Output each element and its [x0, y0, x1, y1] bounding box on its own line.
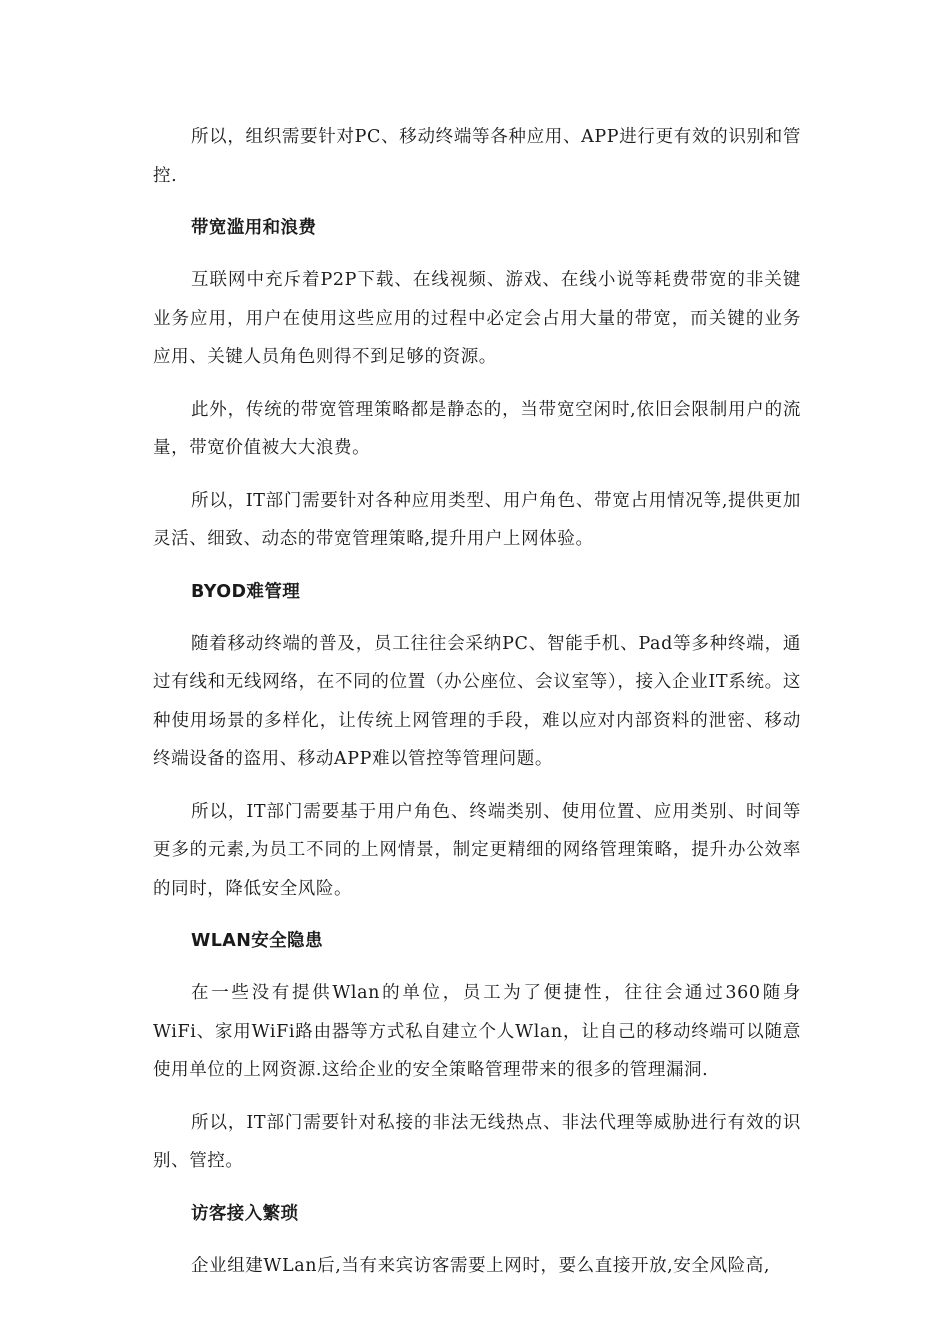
- section-heading: 访客接入繁琐: [191, 1203, 299, 1224]
- paragraph: 所以，IT部门需要基于用户角色、终端类别、使用位置、应用类别、时间等更多的元素,为员工不同的上网情景，制定更精细的网络管理策略，提升办公效率的同时，降低安全风险。: [153, 801, 801, 899]
- paragraph: 企业组建WLan后,当有来宾访客需要上网时，要么直接开放,安全风险高,: [191, 1255, 770, 1276]
- paragraph: 随着移动终端的普及，员工往往会采纳PC、智能手机、Pad等多种终端，通过有线和无线网络，在不同的位置（办公座位、会议室等），接入企业IT系统。这种使用场景的多样化，让传统上网管理的手段，难以应对内部资料的泄密、移动终端设备的盗用、移动APP难以管控等管理问题。: [153, 633, 801, 769]
- paragraph: 此外，传统的带宽管理策略都是静态的，当带宽空闲时,依旧会限制用户的流量，带宽价值被大大浪费。: [153, 399, 801, 458]
- section-heading: 带宽滥用和浪费: [191, 218, 317, 238]
- paragraph: 所以，IT部门需要针对各种应用类型、用户角色、带宽占用情况等,提供更加灵活、细致、动态的带宽管理策略,提升用户上网体验。: [153, 490, 801, 549]
- section-heading: WLAN安全隐患: [191, 931, 323, 951]
- section-heading: BYOD难管理: [191, 581, 301, 602]
- document-body: [153, 118, 801, 1299]
- paragraph: 所以，组织需要针对PC、移动终端等各种应用、APP进行更有效的识别和管控.: [153, 127, 801, 186]
- paragraph: 所以，IT部门需要针对私接的非法无线热点、非法代理等威胁进行有效的识别、管控。: [153, 1112, 801, 1171]
- paragraph: 互联网中充斥着P2P下载、在线视频、游戏、在线小说等耗费带宽的非关键业务应用，用户在使用这些应用的过程中必定会占用大量的带宽，而关键的业务应用、关键人员角色则得不到足够的资源。: [153, 270, 801, 367]
- paragraph: 在一些没有提供Wlan的单位，员工为了便捷性，往往会通过360随身WiFi、家用WiFi路由器等方式私自建立个人Wlan，让自己的移动终端可以随意使用单位的上网资源.这给企业的安全策略管理带来的很多的管理漏洞.: [153, 983, 801, 1080]
